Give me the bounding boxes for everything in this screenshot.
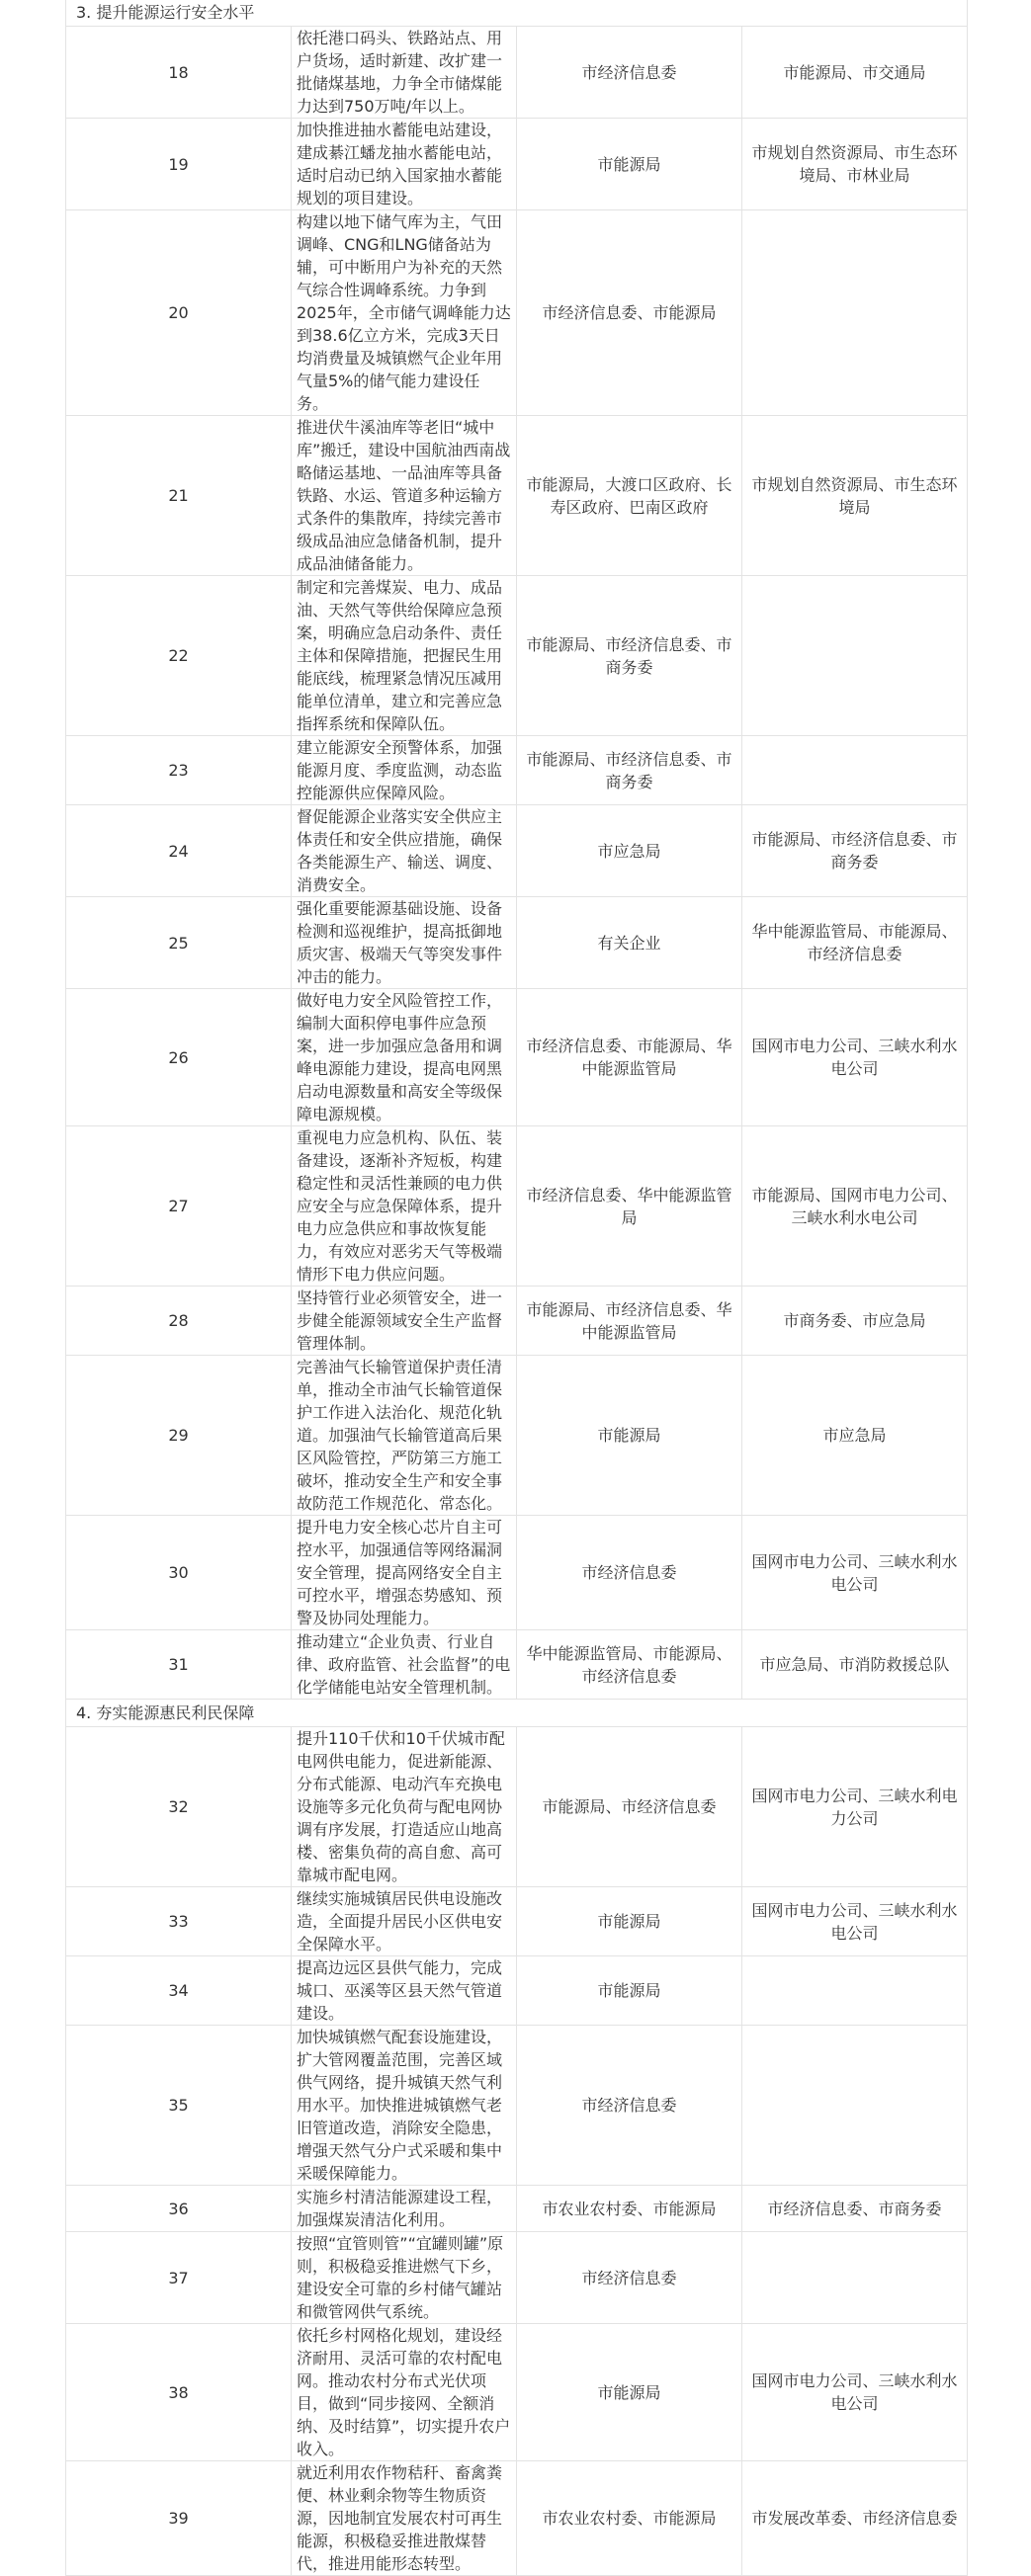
task-description: 继续实施城镇居民供电设施改造，全面提升居民小区供电安全保障水平。 (292, 1887, 517, 1956)
cooperating-units (742, 210, 968, 416)
cooperating-units: 国网市电力公司、三峡水利电力公司 (742, 1727, 968, 1887)
cooperating-units: 国网市电力公司、三峡水利水电公司 (742, 2324, 968, 2461)
cooperating-units (742, 2232, 968, 2324)
task-number: 20 (66, 210, 292, 416)
section-header-row (66, 1700, 968, 1727)
table-row (66, 989, 968, 1126)
lead-unit: 市经济信息委 (517, 27, 742, 119)
task-description: 加快城镇燃气配套设施建设，扩大管网覆盖范围，完善区域供气网络，提升城镇天然气利用水平。加快推进城镇燃气老旧管道改造，消除安全隐患，增强天然气分户式采暖和集中采暖保障能力。 (292, 2026, 517, 2186)
table-row (66, 119, 968, 210)
cooperating-units: 市商务委、市应急局 (742, 1287, 968, 1356)
lead-unit: 市能源局 (517, 119, 742, 210)
task-description: 依托乡村网格化规划，建设经济耐用、灵活可靠的农村配电网。推动农村分布式光伏项目，做到“同步接网、全额消纳、及时结算”，切实提升农户收入。 (292, 2324, 517, 2461)
cooperating-units: 市能源局、市经济信息委、市商务委 (742, 805, 968, 897)
lead-unit: 市经济信息委、市能源局 (517, 210, 742, 416)
task-description: 构建以地下储气库为主，气田调峰、CNG和LNG储备站为辅，可中断用户为补充的天然气综合性调峰系统。力争到2025年，全市储气调峰能力达到38.6亿立方米，完成3天日均消费量及城镇燃气企业年用气量5%的储气能力建设任务。 (292, 210, 517, 416)
cooperating-units: 市能源局、国网市电力公司、三峡水利水电公司 (742, 1126, 968, 1287)
lead-unit: 市经济信息委 (517, 1516, 742, 1630)
task-number: 31 (66, 1630, 292, 1700)
table-row (66, 2461, 968, 2576)
task-number: 32 (66, 1727, 292, 1887)
cooperating-units: 市经济信息委、市商务委 (742, 2186, 968, 2232)
lead-unit: 市能源局 (517, 1887, 742, 1956)
cooperating-units (742, 736, 968, 805)
cooperating-units: 市规划自然资源局、市生态环境局、市林业局 (742, 119, 968, 210)
cooperating-units: 市规划自然资源局、市生态环境局 (742, 416, 968, 576)
task-number: 35 (66, 2026, 292, 2186)
cooperating-units: 市应急局、市消防救援总队 (742, 1630, 968, 1700)
task-number: 36 (66, 2186, 292, 2232)
task-number: 28 (66, 1287, 292, 1356)
task-description: 就近利用农作物秸秆、畜禽粪便、林业剩余物等生物质资源，因地制宜发展农村可再生能源，积极稳妥推进散煤替代，推进用能形态转型。 (292, 2461, 517, 2576)
task-description: 强化重要能源基础设施、设备检测和巡视维护，提高抵御地质灾害、极端天气等突发事件冲击的能力。 (292, 897, 517, 989)
task-number: 23 (66, 736, 292, 805)
task-number: 24 (66, 805, 292, 897)
lead-unit: 市农业农村委、市能源局 (517, 2461, 742, 2576)
task-description: 建立能源安全预警体系，加强能源月度、季度监测，动态监控能源供应保障风险。 (292, 736, 517, 805)
lead-unit: 市能源局、市经济信息委 (517, 1727, 742, 1887)
tasks-table-body (66, 0, 968, 2576)
task-description: 督促能源企业落实安全供应主体责任和安全供应措施，确保各类能源生产、输送、调度、消费安全。 (292, 805, 517, 897)
lead-unit: 市经济信息委、市能源局、华中能源监管局 (517, 989, 742, 1126)
task-number: 26 (66, 989, 292, 1126)
section-header-row (66, 0, 968, 27)
table-row (66, 2324, 968, 2461)
task-number: 27 (66, 1126, 292, 1287)
cooperating-units: 国网市电力公司、三峡水利水电公司 (742, 1887, 968, 1956)
task-number: 21 (66, 416, 292, 576)
cooperating-units (742, 2026, 968, 2186)
table-row (66, 1287, 968, 1356)
task-number: 38 (66, 2324, 292, 2461)
lead-unit: 市能源局、市经济信息委、市商务委 (517, 576, 742, 736)
task-number: 29 (66, 1356, 292, 1516)
table-row (66, 2026, 968, 2186)
cooperating-units: 市应急局 (742, 1356, 968, 1516)
task-description: 提升110千伏和10千伏城市配电网供电能力，促进新能源、分布式能源、电动汽车充换电设施等多元化负荷与配电网协调有序发展，打造适应山地高楼、密集负荷的高自愈、高可靠城市配电网。 (292, 1727, 517, 1887)
task-description: 加快推进抽水蓄能电站建设，建成綦江蟠龙抽水蓄能电站，适时启动已纳入国家抽水蓄能规划的项目建设。 (292, 119, 517, 210)
task-number: 18 (66, 27, 292, 119)
cooperating-units: 华中能源监管局、市能源局、市经济信息委 (742, 897, 968, 989)
lead-unit: 有关企业 (517, 897, 742, 989)
task-description: 坚持管行业必须管安全，进一步健全能源领域安全生产监督管理体制。 (292, 1287, 517, 1356)
task-description: 提升电力安全核心芯片自主可控水平，加强通信等网络漏洞安全管理，提高网络安全自主可控水平，增强态势感知、预警及协同处理能力。 (292, 1516, 517, 1630)
table-row (66, 576, 968, 736)
section-title: 3. 提升能源运行安全水平 (66, 0, 968, 27)
cooperating-units: 市能源局、市交通局 (742, 27, 968, 119)
cooperating-units (742, 1956, 968, 2026)
table-row (66, 2186, 968, 2232)
table-row (66, 210, 968, 416)
table-row (66, 416, 968, 576)
table-row (66, 1887, 968, 1956)
table-row (66, 1956, 968, 2026)
table-row (66, 27, 968, 119)
task-number: 34 (66, 1956, 292, 2026)
task-number: 25 (66, 897, 292, 989)
section-title: 4. 夯实能源惠民利民保障 (66, 1700, 968, 1727)
table-row (66, 1126, 968, 1287)
lead-unit: 华中能源监管局、市能源局、市经济信息委 (517, 1630, 742, 1700)
lead-unit: 市经济信息委、华中能源监管局 (517, 1126, 742, 1287)
lead-unit: 市经济信息委 (517, 2026, 742, 2186)
tasks-table (65, 0, 968, 2576)
table-row (66, 805, 968, 897)
task-description: 实施乡村清洁能源建设工程，加强煤炭清洁化利用。 (292, 2186, 517, 2232)
lead-unit: 市能源局 (517, 2324, 742, 2461)
lead-unit: 市能源局、市经济信息委、华中能源监管局 (517, 1287, 742, 1356)
table-row (66, 1630, 968, 1700)
cooperating-units (742, 576, 968, 736)
lead-unit: 市能源局、市经济信息委、市商务委 (517, 736, 742, 805)
table-row (66, 736, 968, 805)
task-description: 提高边远区县供气能力，完成城口、巫溪等区县天然气管道建设。 (292, 1956, 517, 2026)
cooperating-units: 市发展改革委、市经济信息委 (742, 2461, 968, 2576)
table-row (66, 1356, 968, 1516)
lead-unit: 市能源局，大渡口区政府、长寿区政府、巴南区政府 (517, 416, 742, 576)
lead-unit: 市农业农村委、市能源局 (517, 2186, 742, 2232)
task-number: 33 (66, 1887, 292, 1956)
lead-unit: 市经济信息委 (517, 2232, 742, 2324)
cooperating-units: 国网市电力公司、三峡水利水电公司 (742, 1516, 968, 1630)
lead-unit: 市能源局 (517, 1356, 742, 1516)
lead-unit: 市应急局 (517, 805, 742, 897)
task-number: 30 (66, 1516, 292, 1630)
task-description: 推动建立“企业负责、行业自律、政府监管、社会监督”的电化学储能电站安全管理机制。 (292, 1630, 517, 1700)
table-row (66, 897, 968, 989)
task-description: 重视电力应急机构、队伍、装备建设，逐渐补齐短板，构建稳定性和灵活性兼顾的电力供应安全与应急保障体系，提升电力应急供应和事故恢复能力，有效应对恶劣天气等极端情形下电力供应问题。 (292, 1126, 517, 1287)
lead-unit: 市能源局 (517, 1956, 742, 2026)
task-description: 制定和完善煤炭、电力、成品油、天然气等供给保障应急预案，明确应急启动条件、责任主体和保障措施，把握民生用能底线，梳理紧急情况压减用能单位清单，建立和完善应急指挥系统和保障队伍。 (292, 576, 517, 736)
task-number: 19 (66, 119, 292, 210)
table-row (66, 2232, 968, 2324)
task-description: 做好电力安全风险管控工作，编制大面积停电事件应急预案，进一步加强应急备用和调峰电源能力建设，提高电网黑启动电源数量和高安全等级保障电源规模。 (292, 989, 517, 1126)
cooperating-units: 国网市电力公司、三峡水利水电公司 (742, 989, 968, 1126)
task-description: 推进伏牛溪油库等老旧“城中库”搬迁，建设中国航油西南战略储运基地、一品油库等具备铁路、水运、管道多种运输方式条件的集散库，持续完善市级成品油应急储备机制，提升成品油储备能力。 (292, 416, 517, 576)
task-number: 37 (66, 2232, 292, 2324)
task-number: 22 (66, 576, 292, 736)
task-description: 完善油气长输管道保护责任清单，推动全市油气长输管道保护工作进入法治化、规范化轨道。加强油气长输管道高后果区风险管控，严防第三方施工破坏，推动安全生产和安全事故防范工作规范化、常态化。 (292, 1356, 517, 1516)
table-row (66, 1516, 968, 1630)
task-number: 39 (66, 2461, 292, 2576)
task-description: 按照“宜管则管”“宜罐则罐”原则，积极稳妥推进燃气下乡，建设安全可靠的乡村储气罐站和微管网供气系统。 (292, 2232, 517, 2324)
table-row (66, 1727, 968, 1887)
task-description: 依托港口码头、铁路站点、用户货场，适时新建、改扩建一批储煤基地，力争全市储煤能力达到750万吨/年以上。 (292, 27, 517, 119)
